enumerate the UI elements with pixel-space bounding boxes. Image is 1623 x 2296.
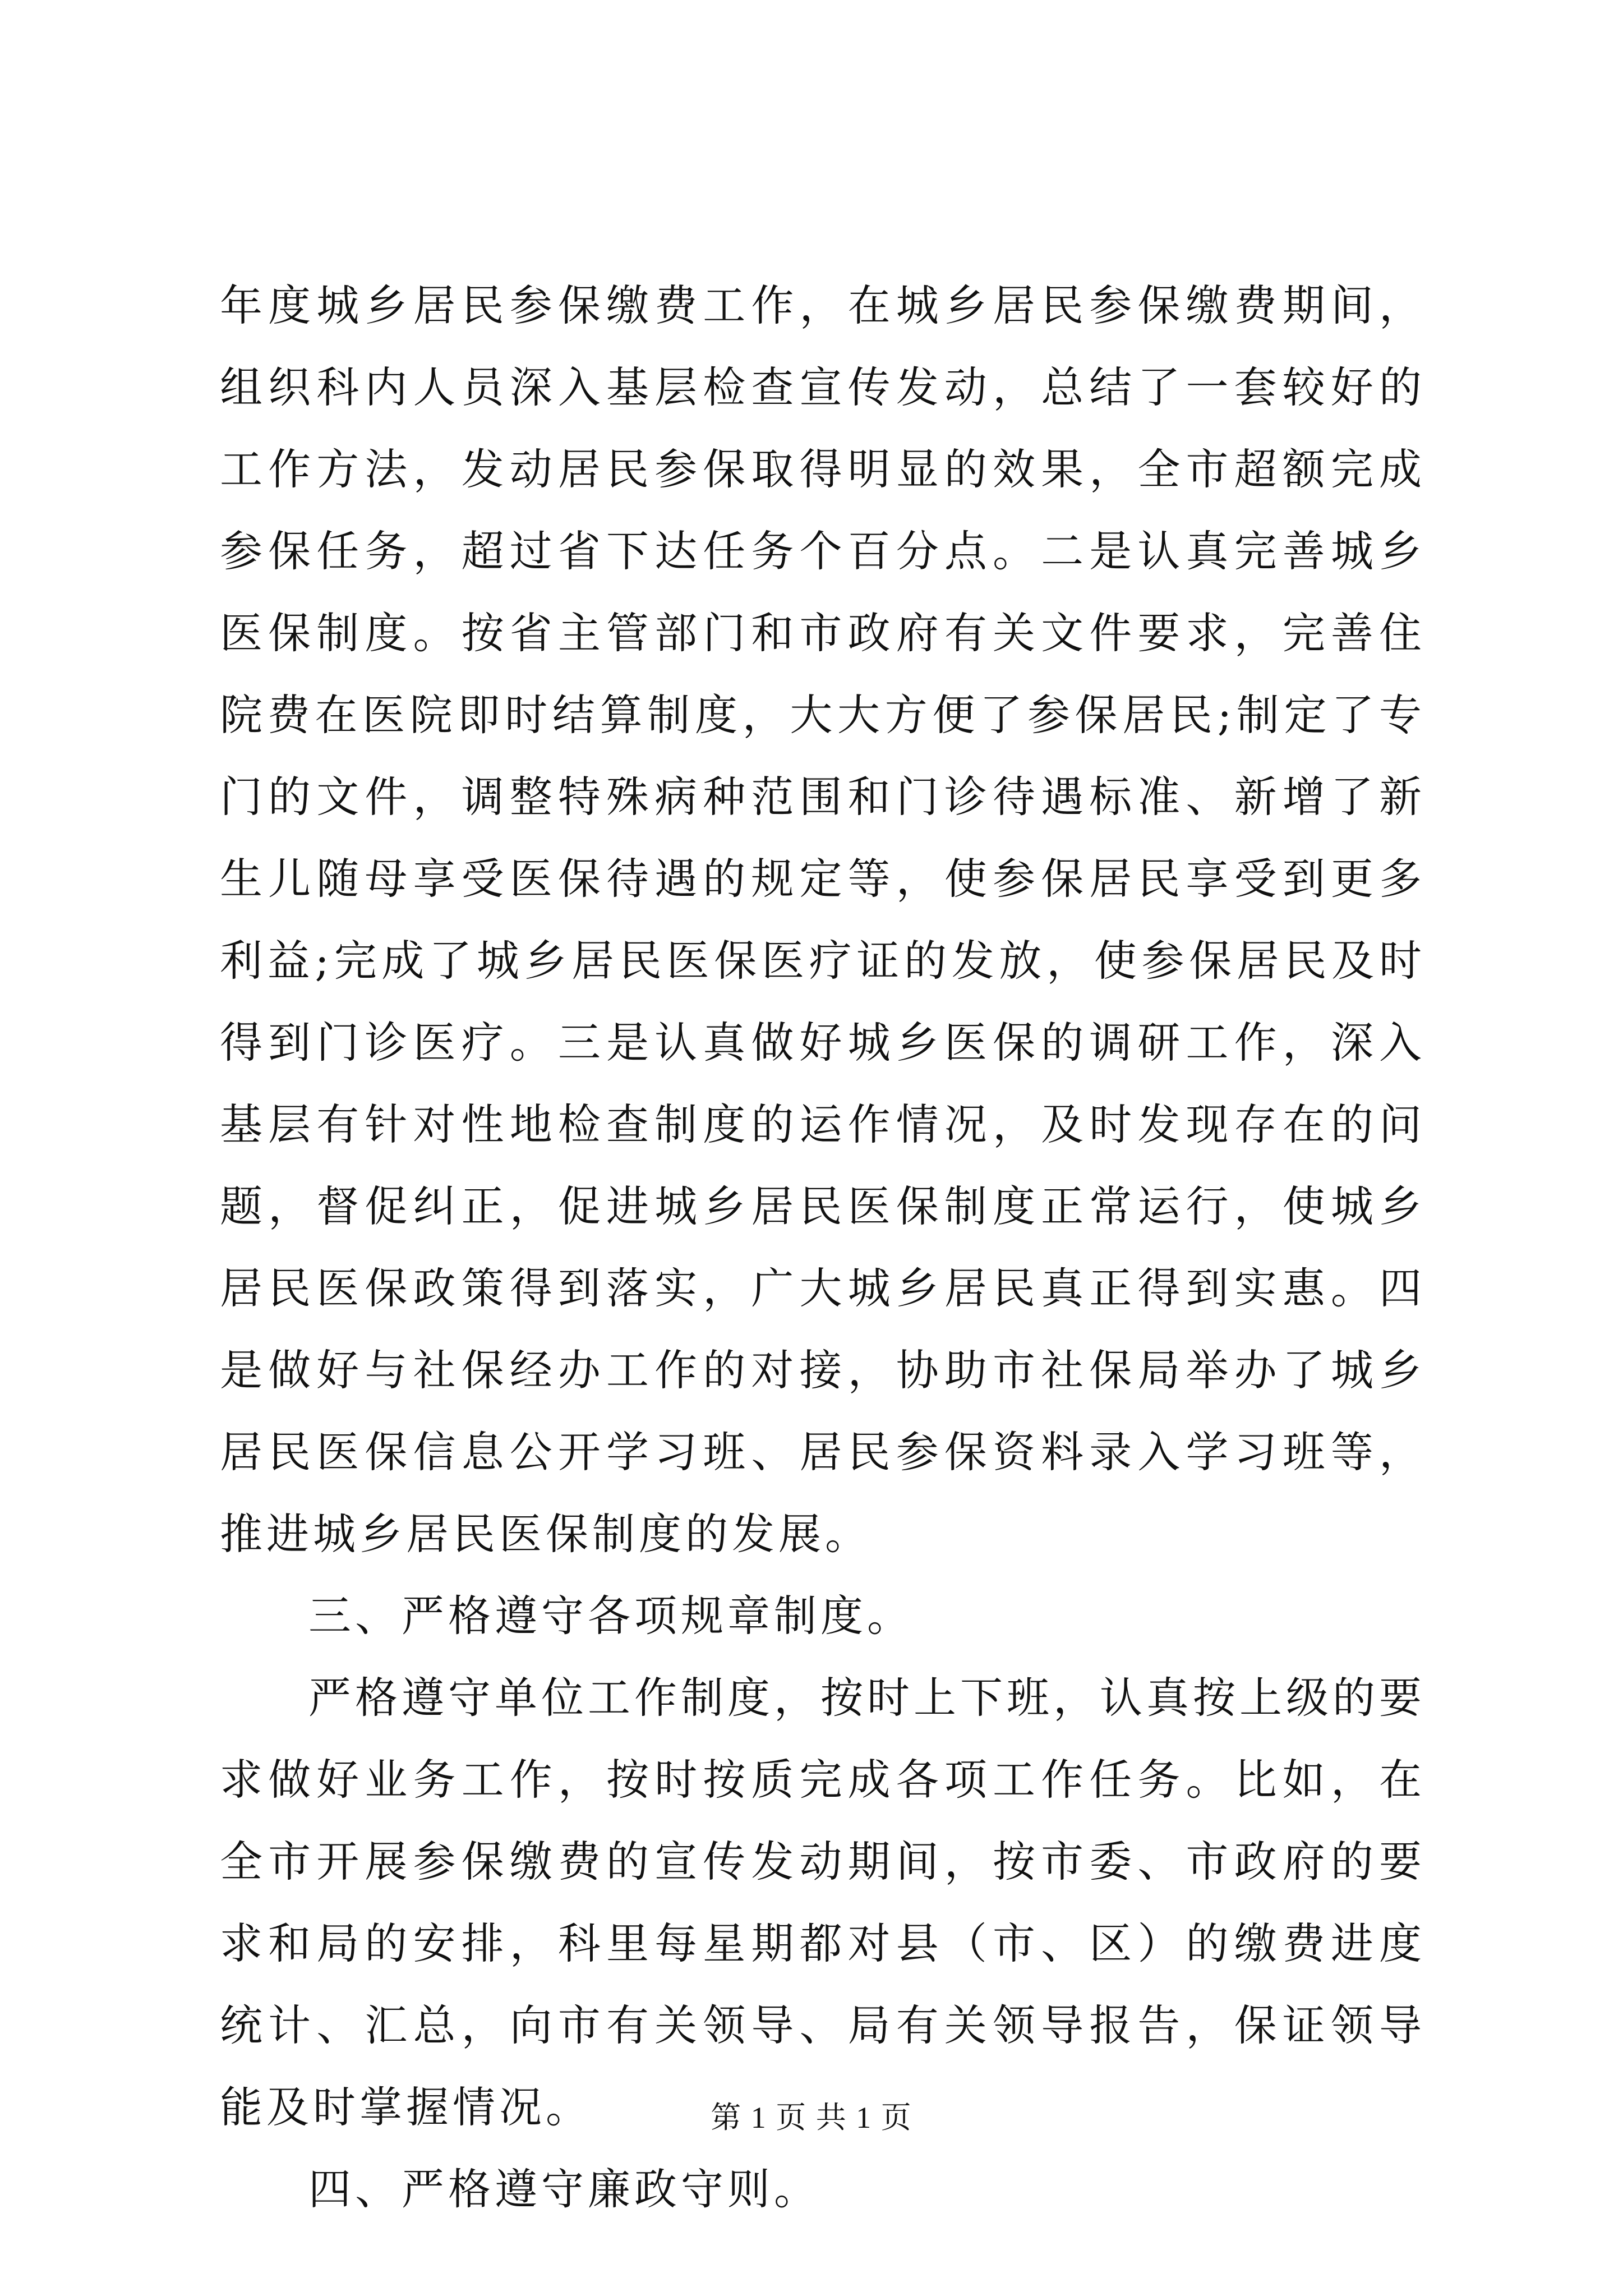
section-heading-rules: 三、严格遵守各项规章制度。 <box>308 1591 914 1641</box>
paragraph-work-summary: 年度城乡居民参保缴费工作，在城乡居民参保缴费期间，组织科内人员深入基层检查宣传发动，总结了一套较好的工作方法，发动居民参保取得明显的效果，全市超额完成参保任务，超过省下达任务个百分点。二是认真完善城乡医保制度。按省主管部门和市政府有关文件要求，完善住院费在医院即时结算制度，大大方便了参保居民;制定了专门的文件，调整特殊病种范围和门诊待遇标准、新增了新生儿随母享受医保待遇的规定等，使参保居民享受到更多利益;完成了城乡居民医保医疗证的发放，使参保居民及时得到门诊医疗。三是认真做好城乡医保的调研工作，深入基层有针对性地检查制度的运作情况，及时发现存在的问题，督促纠正，促进城乡居民医保制度正常运行，使城乡居民医保政策得到落实，广大城乡居民真正得到实惠。四是做好与社保经办工作的对接，协助市社保局举办了城乡居民医保信息公开学习班、居民参保资料录入学习班等，推进城乡居民医保制度的发展。 <box>220 280 1426 1559</box>
section-heading-integrity: 四、严格遵守廉政守则。 <box>308 2164 820 2214</box>
document-body <box>220 265 1426 2230</box>
page-footer: 第 1 页 共 1 页 <box>711 2101 912 2134</box>
paragraph-rules: 严格遵守单位工作制度，按时上下班，认真按上级的要求做好业务工作，按时按质完成各项工作任务。比如，在全市开展参保缴费的宣传发动期间，按市委、市政府的要求和局的安排，科里每星期都对县（市、区）的缴费进度统计、汇总，向市有关领导、局有关领导报告，保证领导能及时掌握情况。 <box>220 1673 1426 2132</box>
